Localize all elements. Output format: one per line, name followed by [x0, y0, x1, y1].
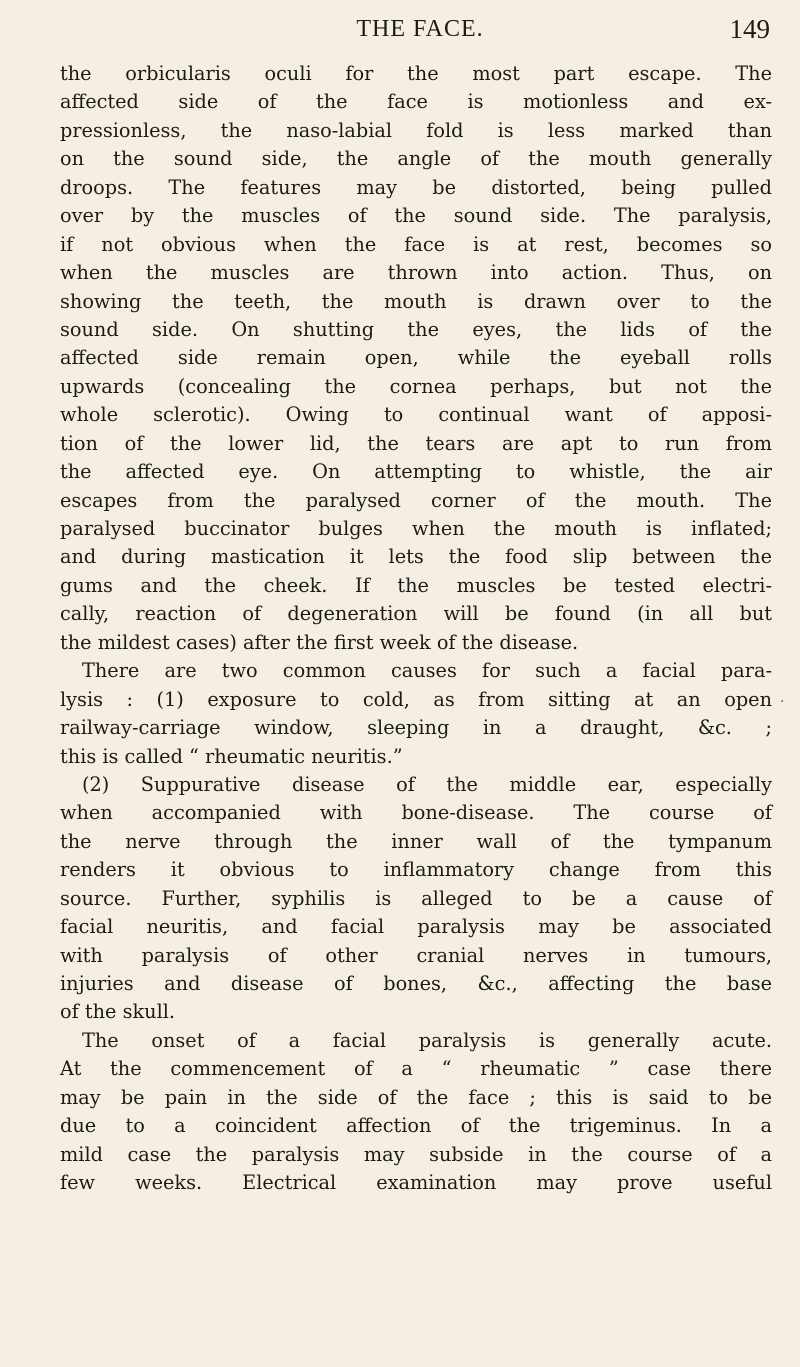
running-header — [0, 12, 800, 46]
text-line: source. Further, syphilis is alleged to be a cause of — [60, 886, 772, 910]
text-line: renders it obvious to inflammatory change from this — [60, 858, 772, 882]
text-line: showing the teeth, the mouth is drawn over to the — [60, 289, 772, 313]
text-line: facial neuritis, and facial paralysis may be associated — [60, 915, 772, 939]
text-line: affected side of the face is motionless and ex- — [60, 90, 772, 114]
text-line: At the commencement of a “ rheumatic ” case there — [60, 1057, 772, 1081]
text-line: few weeks. Electrical examination may prove useful — [60, 1171, 772, 1195]
text-line: of the skull. — [60, 1000, 176, 1024]
text-line: if not obvious when the face is at rest, becomes so — [60, 232, 772, 256]
text-line: (2) Suppurative disease of the middle ear, especially — [82, 772, 772, 796]
text-line: the mildest cases) after the first week of the disease. — [60, 630, 579, 654]
print-speck: . — [780, 690, 785, 706]
text-line: the nerve through the inner wall of the tympanum — [60, 829, 772, 853]
text-line: There are two common causes for such a facial para- — [82, 659, 772, 683]
text-line: on the sound side, the angle of the mouth generally — [60, 147, 772, 171]
text-line: over by the muscles of the sound side. The paralysis, — [60, 204, 772, 228]
text-line: the affected eye. On attempting to whistle, the air — [60, 460, 772, 484]
text-line: tion of the lower lid, the tears are apt to run from — [60, 431, 772, 455]
text-line: upwards (concealing the cornea perhaps, but not the — [60, 374, 772, 398]
text-line: may be pain in the side of the face ; this is said to be — [60, 1085, 772, 1109]
text-line: mild case the paralysis may subside in the course of a — [60, 1142, 772, 1166]
text-line: due to a coincident affection of the trigeminus. In a — [60, 1114, 772, 1138]
text-line: droops. The features may be distorted, being pulled — [60, 175, 772, 199]
text-line: pressionless, the naso-labial fold is less marked than — [60, 118, 772, 142]
text-line: sound side. On shutting the eyes, the lids of the — [60, 317, 772, 341]
text-line: with paralysis of other cranial nerves in tumours, — [60, 943, 772, 967]
running-title: THE FACE. — [356, 16, 484, 42]
text-line: and during mastication it lets the food slip between the — [60, 545, 772, 569]
text-line: when accompanied with bone-disease. The course of — [60, 801, 772, 825]
text-line: cally, reaction of degeneration will be found (in all but — [60, 602, 772, 626]
text-line: when the muscles are thrown into action. Thus, on — [60, 261, 772, 285]
text-line: The onset of a facial paralysis is generally acute. — [82, 1028, 772, 1052]
text-line: the orbicularis oculi for the most part escape. The — [60, 62, 772, 85]
text-line: lysis : (1) exposure to cold, as from sitting at an open — [60, 687, 772, 711]
text-line: whole sclerotic). Owing to continual want of apposi- — [60, 403, 772, 427]
text-line: gums and the cheek. If the muscles be tested electri- — [60, 573, 772, 597]
text-line: escapes from the paralysed corner of the mouth. The — [60, 488, 772, 512]
page-number: 149 — [729, 14, 770, 44]
text-line: affected side remain open, while the eyeball rolls — [60, 346, 772, 370]
text-line: injuries and disease of bones, &c., affecting the base — [60, 972, 772, 995]
text-line: paralysed buccinator bulges when the mouth is inflated; — [60, 517, 772, 540]
body-text — [60, 60, 772, 1198]
text-line: this is called “ rheumatic neuritis.” — [60, 744, 403, 768]
text-line: railway-carriage window, sleeping in a draught, &c. ; — [60, 716, 772, 740]
